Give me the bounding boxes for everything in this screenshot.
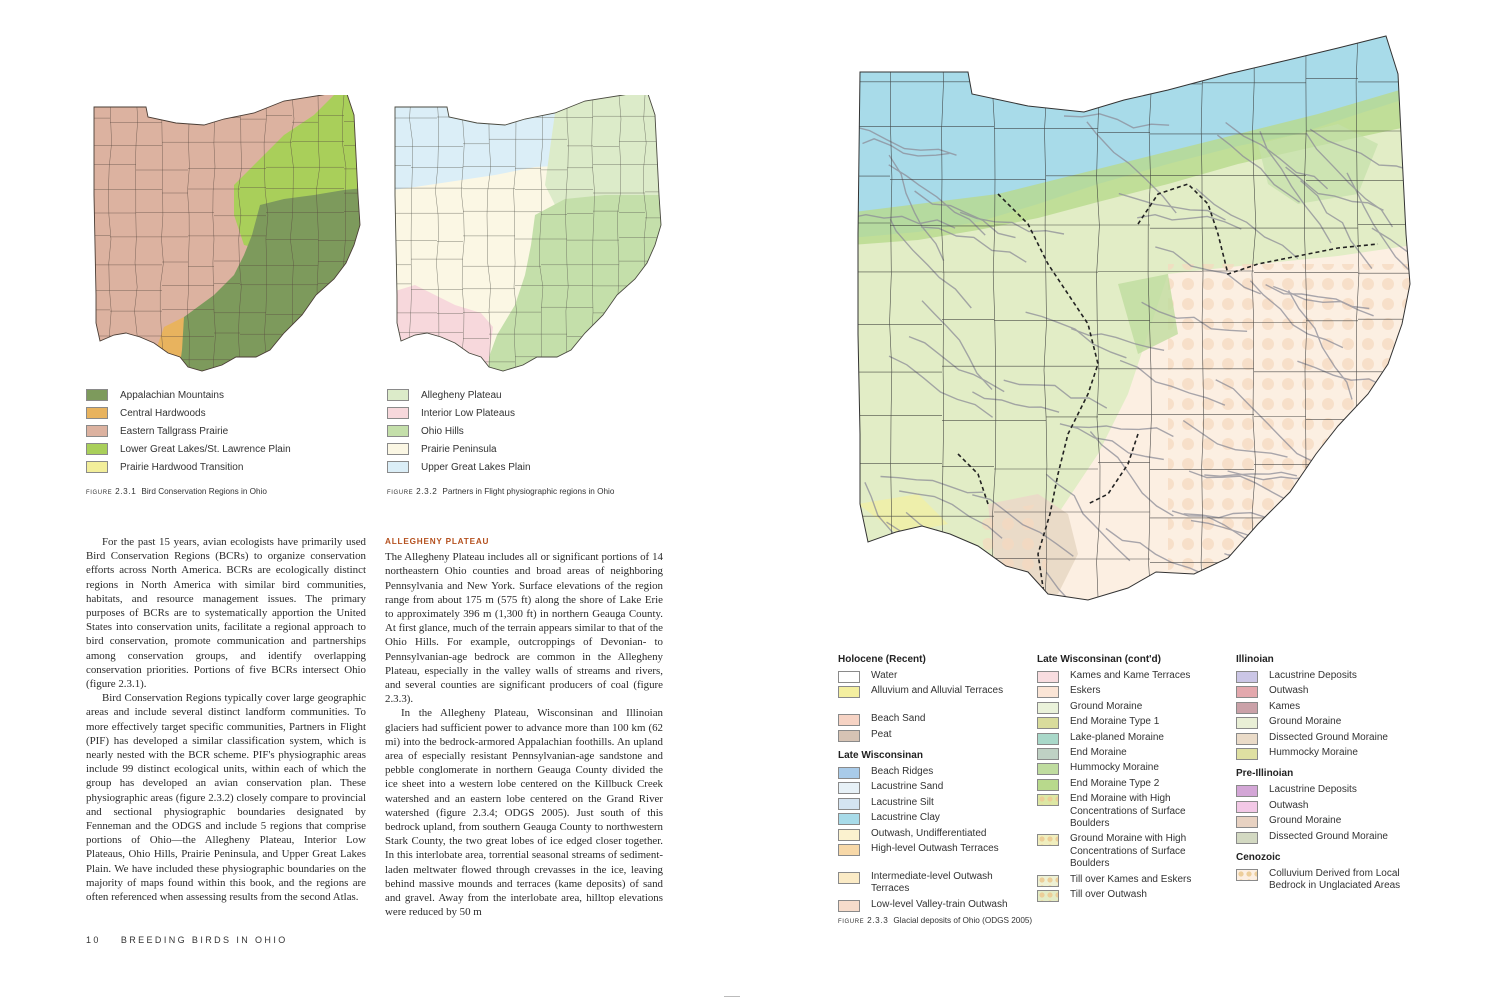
legend-swatch bbox=[838, 767, 860, 779]
legend-label: Water bbox=[871, 670, 898, 681]
legend-swatch bbox=[1236, 869, 1258, 881]
legend-swatch bbox=[387, 389, 409, 401]
legend-label: Eskers bbox=[1070, 685, 1101, 697]
legend-label: Ground Moraine bbox=[1070, 700, 1143, 712]
legend-label: Outwash bbox=[1269, 685, 1309, 697]
legend-item bbox=[838, 766, 1021, 779]
figure-title: Partners in Flight physiographic regions in Ohio bbox=[442, 487, 615, 496]
legend-label: Intermediate-level Outwash Terraces bbox=[871, 870, 993, 895]
legend-label: Dissected Ground Moraine bbox=[1269, 830, 1388, 842]
figure-2-3-2-caption bbox=[387, 487, 614, 496]
figure-2-3-1-caption bbox=[86, 487, 267, 496]
legend-item bbox=[86, 458, 243, 476]
legend-swatch bbox=[1236, 801, 1258, 813]
page-footer bbox=[86, 935, 308, 945]
legend-label: High-level Outwash Terraces bbox=[871, 843, 999, 854]
legend-label: Hummocky Moraine bbox=[1070, 762, 1159, 774]
figure-number: figure 2.3.1 bbox=[86, 487, 137, 496]
legend-label: Alluvium and Alluvial Terraces bbox=[871, 685, 1004, 697]
pif-map bbox=[385, 95, 671, 385]
legend-item bbox=[387, 422, 464, 440]
legend-label: Lacustrine Deposits bbox=[1269, 670, 1357, 681]
paragraph: For the past 15 years, avian ecologists have primarily used Bird Conservation Regions (BCRs) to organize conservation efforts across North America. BCRs are ecologically distinct regions in North America with similar bird communities, habitats, and resource management issues. The primary purposes of BCRs are to systematically apportion the United States into conservation units, facilitate a regional approach to bird conservation, promote communication and partnerships among conservation groups, and identify overlapping conservation priorities. Portions of five BCRs intersect Ohio (figure 2.3.1). bbox=[86, 536, 366, 691]
legend-label: Allegheny Plateau bbox=[421, 389, 502, 401]
legend-group-heading: Pre-Illinoian bbox=[1236, 768, 1294, 780]
legend-swatch bbox=[1236, 816, 1258, 828]
legend-item bbox=[1037, 716, 1220, 729]
legend-label: Beach Sand bbox=[871, 713, 926, 725]
legend-label: Ground Moraine bbox=[1269, 716, 1342, 728]
legend-swatch bbox=[838, 714, 860, 726]
stream-line bbox=[1386, 575, 1421, 634]
legend-item bbox=[1037, 701, 1220, 714]
legend-item bbox=[1037, 889, 1220, 902]
right-column-text bbox=[385, 535, 663, 919]
bcr-map bbox=[84, 95, 370, 385]
legend-swatch bbox=[838, 798, 860, 810]
legend-swatch bbox=[1236, 671, 1258, 683]
legend-label: Upper Great Lakes Plain bbox=[421, 461, 531, 473]
legend-item bbox=[1236, 670, 1419, 683]
legend-swatch bbox=[1236, 686, 1258, 698]
legend-item bbox=[838, 729, 1021, 742]
stream-line bbox=[1354, 582, 1420, 635]
legend-swatch bbox=[86, 425, 108, 437]
legend-swatch bbox=[838, 813, 860, 825]
legend-item bbox=[838, 685, 1021, 698]
legend-swatch bbox=[86, 461, 108, 473]
legend-group-heading: Holocene (Recent) bbox=[838, 654, 926, 665]
stream-line bbox=[1372, 419, 1420, 438]
legend-swatch bbox=[838, 872, 860, 884]
legend-item bbox=[1037, 874, 1220, 887]
figure-title: Glacial deposits of Ohio (ODGS 2005) bbox=[893, 916, 1033, 925]
stream-line bbox=[1076, 600, 1160, 635]
legend-item bbox=[1236, 685, 1419, 698]
legend-label: Hummocky Moraine bbox=[1269, 747, 1358, 758]
stream-line bbox=[1350, 492, 1420, 547]
legend-label: Ohio Hills bbox=[421, 425, 464, 437]
legend-item bbox=[1236, 831, 1419, 844]
legend-item bbox=[838, 670, 1021, 683]
legend-item bbox=[838, 812, 1021, 825]
legend-label: Dissected Ground Moraine bbox=[1269, 731, 1388, 743]
legend-item bbox=[838, 797, 1021, 810]
legend-item bbox=[1236, 800, 1419, 813]
legend-item bbox=[1236, 784, 1419, 797]
stream-line bbox=[1294, 556, 1398, 598]
legend-label: Outwash bbox=[1269, 799, 1309, 811]
legend-swatch bbox=[1037, 671, 1059, 683]
legend-swatch bbox=[1236, 785, 1258, 797]
legend-swatch bbox=[86, 407, 108, 419]
legend-swatch bbox=[838, 671, 860, 683]
legend-label: Till over Kames and Eskers bbox=[1070, 873, 1192, 885]
legend-label: Beach Ridges bbox=[871, 766, 934, 777]
legend-label: Central Hardwoods bbox=[120, 407, 206, 419]
legend-label: End Moraine Type 2 bbox=[1070, 777, 1160, 789]
figure-title: Bird Conservation Regions in Ohio bbox=[141, 487, 267, 496]
figure-number: figure 2.3.3 bbox=[838, 916, 889, 925]
legend-item bbox=[1037, 762, 1220, 775]
legend-item bbox=[838, 871, 1021, 896]
legend-swatch bbox=[1037, 702, 1059, 714]
legend-label: Ground Moraine bbox=[1269, 815, 1342, 827]
legend-item bbox=[838, 781, 1021, 794]
stream-line bbox=[1224, 554, 1327, 591]
legend-item bbox=[1236, 868, 1419, 893]
legend-item bbox=[387, 386, 502, 404]
legend-swatch bbox=[1037, 794, 1059, 806]
paragraph: The Allegheny Plateau includes all or significant portions of 14 northeastern Ohio counties and broad areas of neighboring Pennsylvania and New York. Surface elevations of the region range from about 175 m (575 ft) along the shore of Lake Erie to approximately 396 m (1,300 ft) in northern Geauga County. At first glance, much of the terrain appears similar to that of the Ohio Hills. For example, outcroppings of Devonian- to Pennsylvanian-age bedrock are common in the Allegheny Plateau, especially in the valley walls of streams and rivers, and several counties are significant producers of coal (figure 2.3.3). bbox=[385, 551, 663, 706]
legend-item bbox=[86, 386, 224, 404]
legend-label: End Moraine Type 1 bbox=[1070, 716, 1160, 728]
legend-label: Lower Great Lakes/St. Lawrence Plain bbox=[120, 443, 291, 455]
legend-label: Prairie Hardwood Transition bbox=[120, 461, 244, 473]
legend-item bbox=[387, 440, 497, 458]
figure-number: figure 2.3.2 bbox=[387, 487, 438, 496]
legend-label: Prairie Peninsula bbox=[421, 443, 497, 455]
legend-group-heading: Late Wisconsinan bbox=[838, 750, 923, 761]
legend-item bbox=[1037, 670, 1220, 683]
legend-item bbox=[1037, 778, 1220, 791]
legend-item bbox=[1037, 747, 1220, 760]
legend-label: Peat bbox=[871, 728, 892, 740]
legend-item bbox=[86, 422, 228, 440]
legend-item bbox=[1236, 716, 1419, 729]
legend-label: Ground Moraine with High Concentrations of Surface Boulders bbox=[1070, 833, 1187, 870]
legend-swatch bbox=[838, 686, 860, 698]
left-column-text bbox=[86, 535, 366, 904]
legend-item bbox=[1037, 732, 1220, 745]
legend-swatch bbox=[1236, 832, 1258, 844]
page-number: 10 bbox=[86, 935, 101, 945]
legend-label: Lacustrine Deposits bbox=[1269, 784, 1357, 796]
stream-line bbox=[1403, 432, 1420, 458]
legend-swatch bbox=[838, 844, 860, 856]
legend-swatch bbox=[1037, 779, 1059, 791]
legend-swatch bbox=[387, 425, 409, 437]
legend-label: Lacustrine Clay bbox=[871, 812, 940, 824]
legend-swatch bbox=[838, 829, 860, 841]
legend-label: Low-level Valley-train Outwash bbox=[871, 898, 1008, 910]
legend-swatch bbox=[838, 900, 860, 912]
legend-item bbox=[1236, 815, 1419, 828]
legend-swatch bbox=[86, 389, 108, 401]
legend-group-heading: Late Wisconsinan (cont'd) bbox=[1037, 654, 1161, 665]
legend-swatch bbox=[1037, 890, 1059, 902]
legend-swatch bbox=[1236, 717, 1258, 729]
legend-swatch bbox=[1037, 875, 1059, 887]
legend-swatch bbox=[838, 730, 860, 742]
stream-line bbox=[1265, 598, 1336, 634]
legend-label: End Moraine with High Concentrations of Surface Boulders bbox=[1070, 793, 1186, 829]
legend-label: Till over Outwash bbox=[1070, 889, 1147, 900]
figure-2-3-3-caption bbox=[838, 916, 1032, 925]
legend-swatch bbox=[1037, 763, 1059, 775]
paragraph: In the Allegheny Plateau, Wisconsinan and Illinoian glaciers had sufficient power to advance more than 100 km (62 mi) into the bedrock-armored Appalachian foothills. An upland area of especially resistant Pennsylvanian-age sandstone and pebble conglomerate in northern Geauga County divided the ice sheet into a western lobe centered on the Killbuck Creek watershed and an eastern lobe centered on the Grand River watershed (figure 2.3.4; ODGS 2005). Just south of this bedrock upland, from southern Geauga County to northwestern Stark County, the two great lobes of ice edged closer together. In this interlobate area, torrential seasonal streams of sediment-laden meltwater flowed through crevasses in the ice, leaving behind massive mounds and terraces (kame deposits) of sand and gravel. Away from the interlobate area, hilltop elevations were reduced by 50 m bbox=[385, 707, 663, 919]
legend-item bbox=[86, 440, 291, 458]
legend-label: Colluvium Derived from Local Bedrock in Unglaciated Areas bbox=[1269, 868, 1401, 892]
legend-label: End Moraine bbox=[1070, 747, 1127, 758]
legend-label: Interior Low Plateaus bbox=[421, 407, 515, 419]
legend-item bbox=[1037, 685, 1220, 698]
section-heading: ALLEGHENY PLATEAU bbox=[385, 537, 490, 546]
page-gutter-mark bbox=[724, 996, 740, 997]
legend-swatch bbox=[838, 782, 860, 794]
legend-item bbox=[1037, 833, 1220, 870]
legend-item bbox=[838, 828, 1021, 841]
legend-swatch bbox=[86, 443, 108, 455]
legend-swatch bbox=[387, 443, 409, 455]
legend-label: Lake-planed Moraine bbox=[1070, 731, 1164, 743]
legend-label: Appalachian Mountains bbox=[120, 389, 224, 401]
legend-label: Eastern Tallgrass Prairie bbox=[120, 425, 229, 437]
legend-swatch bbox=[1037, 733, 1059, 745]
legend-swatch bbox=[1037, 717, 1059, 729]
legend-item bbox=[1236, 732, 1419, 745]
legend-swatch bbox=[387, 407, 409, 419]
legend-item bbox=[86, 404, 206, 422]
legend-group-heading: Cenozoic bbox=[1236, 852, 1281, 863]
legend-swatch bbox=[1037, 748, 1059, 760]
legend-item bbox=[1236, 701, 1419, 714]
legend-label: Lacustrine Sand bbox=[871, 781, 944, 793]
legend-swatch bbox=[1236, 748, 1258, 760]
running-title: BREEDING BIRDS IN OHIO bbox=[120, 935, 288, 945]
legend-item bbox=[1037, 793, 1220, 830]
glacial-deposits-map bbox=[838, 34, 1420, 634]
paragraph: Bird Conservation Regions typically cover large geographic areas and include several distinct landform communities. To more effectively target specific communities, Partners in Flight (PIF) has developed a similar classification system, which is nearly nested with the BCR scheme. PIF's physiographic areas include 99 distinct ecological units, within each of which the group has developed an avian conservation plan. These physiographic areas (figure 2.3.2) closely compare to provincial and sectional physiographic boundaries designated by Fenneman and the ODGS and include 5 regions that comprise portions of Ohio—the Allegheny Plateau, Interior Low Plateaus, Ohio Hills, Prairie Peninsula, and Upper Great Lakes Plain. We have included these physiographic boundaries on the majority of maps found within this book, and the regions are often referenced when assessing results from the second Atlas. bbox=[86, 692, 366, 904]
legend-label: Kames and Kame Terraces bbox=[1070, 670, 1191, 681]
legend-item bbox=[387, 404, 515, 422]
legend-item bbox=[387, 458, 531, 476]
legend-label: Lacustrine Silt bbox=[871, 796, 934, 808]
legend-swatch bbox=[1236, 702, 1258, 714]
legend-label: Kames bbox=[1269, 700, 1301, 712]
stream-line bbox=[1228, 555, 1333, 588]
stream-line bbox=[1192, 594, 1271, 634]
legend-item bbox=[838, 843, 1021, 856]
legend-item bbox=[838, 713, 1021, 726]
legend-item bbox=[1236, 747, 1419, 760]
legend-item bbox=[838, 899, 1021, 912]
legend-swatch bbox=[1037, 686, 1059, 698]
legend-label: Outwash, Undifferentiated bbox=[871, 827, 987, 839]
legend-swatch bbox=[387, 461, 409, 473]
legend-swatch bbox=[1236, 733, 1258, 745]
legend-swatch bbox=[1037, 834, 1059, 846]
legend-group-heading: Illinoian bbox=[1236, 654, 1274, 665]
